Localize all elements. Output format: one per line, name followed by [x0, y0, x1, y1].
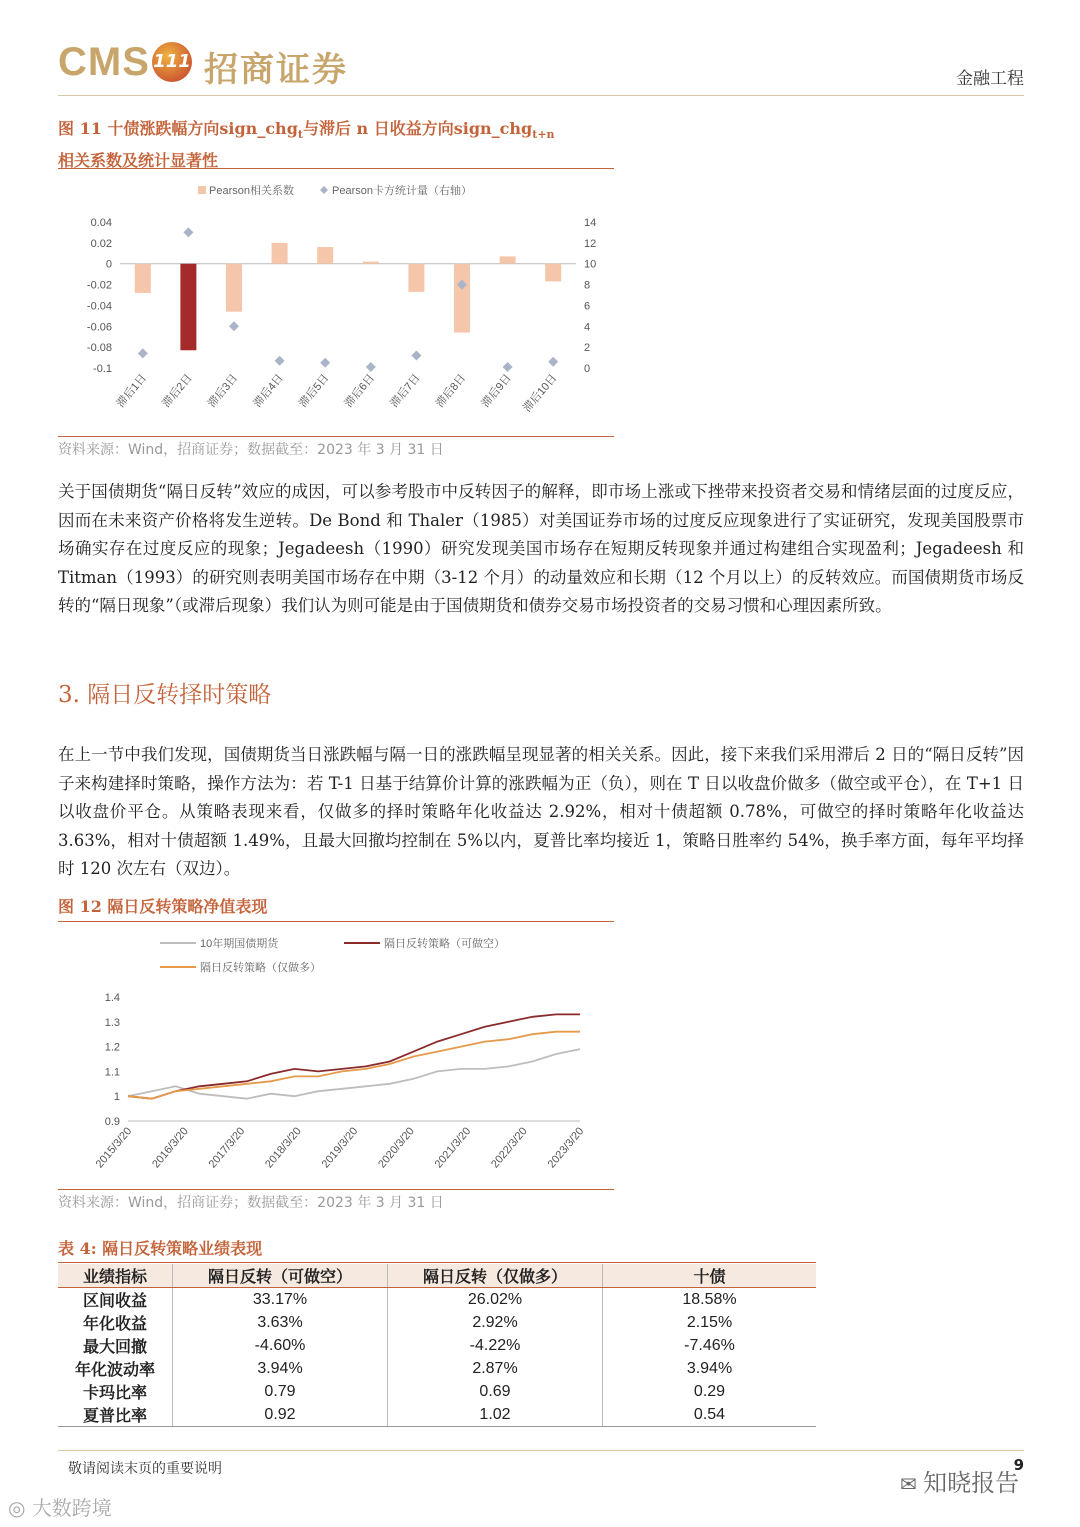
legend-diamond-swatch [320, 186, 328, 194]
y-tick-label: 1.4 [104, 992, 120, 1004]
table-cell: 33.17% [173, 1288, 388, 1312]
scatter-point [229, 321, 239, 331]
x-tick-label: 滞后4日 [251, 372, 286, 410]
y-tick-label: -0.04 [86, 300, 112, 313]
body-paragraph-1: 关于国债期货“隔日反转”效应的成因，可以参考股市中反转因子的解释，即市场上涨或下挫带来投资者交易和情绪层面的过度反应，因而在未来资产价格将发生逆转。De Bond 和 Thaler（1985）对美国证券市场的过度反应现象进行了实证研究，发现美国股票市场确实存在过度反应的现象；Jegadeesh（1990）研究发现美国市场存在短期反转现象并通过构建组合实现盈利；Jegadeesh 和 Titman（1993）的研究则表明美国市场存在中期（3-12 个月）的动量效应和长期（12 个月以上）的反转效应。而国债期货市场反转的“隔日现象”（或滞后现象）我们认为则可能是由于国债期货和债券交易市场投资者的交易习惯和心理因素所致。 [58, 482, 1024, 615]
table-row [58, 1334, 816, 1357]
page-number: 9 [1013, 1456, 1024, 1474]
table-cell: 3.94% [173, 1357, 388, 1380]
legend-label: 隔日反转策略（可做空） [384, 938, 505, 950]
series-line [128, 1014, 580, 1098]
table4-title: 表 4: 隔日反转策略业绩表现 [58, 1239, 263, 1258]
scatter-point [320, 358, 330, 368]
legend-label: 10年期国债期货 [200, 938, 279, 950]
wechat-icon: ✉ [900, 1472, 924, 1496]
y-tick-label: 1.2 [104, 1041, 120, 1054]
table-cell: 3.94% [603, 1357, 817, 1380]
scatter-point [275, 356, 285, 366]
x-tick-label: 滞后6日 [342, 372, 378, 410]
figure11-rule [58, 168, 614, 169]
y2-tick-label: 2 [584, 342, 591, 355]
y2-tick-label: 12 [584, 237, 597, 250]
bar [454, 264, 470, 333]
figure12-chart [58, 925, 614, 1187]
footer-note: 敬请阅读末页的重要说明 [68, 1461, 222, 1477]
y2-tick-label: 0 [584, 363, 591, 375]
table-row [58, 1403, 816, 1427]
performance-table [58, 1264, 816, 1427]
footer-divider [58, 1450, 1024, 1451]
y-tick-label: 0.02 [90, 237, 112, 250]
legend-label: 隔日反转策略（仅做多） [200, 962, 321, 974]
x-tick-label: 2023/3/20 [545, 1125, 587, 1171]
x-tick-label: 滞后3日 [205, 372, 241, 410]
legend-bar-swatch [198, 186, 206, 194]
table-cell: 0.54 [603, 1403, 817, 1427]
table-cell: 2.15% [603, 1311, 817, 1334]
figure12-rule [58, 921, 614, 922]
section-label: 金融工程 [956, 69, 1024, 89]
table-cell: 0.29 [603, 1380, 817, 1403]
figure12-title: 图 12 隔日反转策略净值表现 [58, 897, 268, 916]
table-row [58, 1311, 816, 1334]
table-cell: 夏普比率 [58, 1403, 173, 1427]
x-tick-label: 2018/3/20 [263, 1125, 304, 1171]
scatter-point [183, 227, 193, 237]
section-3-title: 3. 隔日反转择时策略 [58, 682, 272, 708]
y2-tick-label: 4 [584, 321, 591, 334]
scatter-point [548, 357, 558, 367]
header-divider [58, 95, 1024, 96]
table-row [58, 1288, 816, 1312]
y-tick-label: 1 [113, 1091, 120, 1104]
table-cell: 18.58% [603, 1288, 817, 1312]
bar [317, 247, 333, 264]
x-tick-label: 2020/3/20 [376, 1125, 417, 1171]
table-cell: 卡玛比率 [82, 1383, 147, 1402]
y-tick-label: 0 [105, 258, 112, 271]
watermark-right [900, 1463, 1019, 1498]
y2-tick-label: 10 [584, 258, 597, 271]
table-cell: 2.92% [388, 1311, 603, 1334]
x-tick-label: 2021/3/20 [432, 1125, 474, 1171]
watermark-left [8, 1492, 112, 1521]
watermark-right-text: 知晓报告 [923, 1469, 1020, 1497]
table-cell: 1.02 [388, 1403, 603, 1427]
table4-rule [58, 1262, 816, 1263]
table-header-cell: 隔日反转（仅做多） [388, 1264, 603, 1288]
table-cell: 0.92 [173, 1403, 388, 1427]
x-tick-label: 滞后8日 [433, 372, 469, 410]
bar [272, 243, 288, 264]
table-header-cell: 十债 [603, 1264, 817, 1288]
figure11-bottom-rule [58, 436, 614, 437]
figure12-bottom-rule [58, 1189, 614, 1190]
x-tick-label: 2015/3/20 [93, 1125, 135, 1171]
x-tick-label: 滞后10日 [521, 372, 560, 415]
x-tick-label: 2022/3/20 [489, 1125, 530, 1171]
table-cell: 0.79 [173, 1380, 388, 1403]
table-cell: 年化波动率 [74, 1360, 155, 1379]
x-tick-label: 2017/3/20 [206, 1125, 248, 1171]
bar [363, 262, 379, 264]
bar [226, 264, 242, 312]
scatter-point [366, 362, 376, 372]
table-header-cell: 业绩指标 [58, 1264, 173, 1288]
table-header-row [58, 1264, 816, 1288]
watermark-left-text: 大数跨境 [31, 1496, 112, 1520]
logo-cms: CMS [58, 40, 150, 84]
bar [408, 264, 424, 292]
body-paragraph-2: 在上一节中我们发现，国债期货当日涨跌幅与隔一日的涨跌幅呈现显著的相关关系。因此，接下来我们采用滞后 2 日的“隔日反转”因子来构建择时策略，操作方法为：若 T-1 日基于结算价计算的涨跌幅为正（负），则在 T 日以收盘价做多（做空或平仓），在 T+1 日以收盘价平仓。从策略表现来看，仅做多的择时策略年化收益达 2.92%，相对十债超额 0.78%，可做空的择时策略年化收益达 3.63%，相对十债超额 1.49%，且最大回撤均控制在 5%以内，夏普比率均接近 1，策略日胜率约 54%，换手率方面，每年平均择时 120 次左右（双边）。 [58, 745, 1024, 878]
x-tick-label: 2019/3/20 [319, 1125, 361, 1171]
y-tick-label: -0.1 [93, 363, 112, 375]
y-tick-label: 1.1 [104, 1066, 120, 1079]
x-tick-label: 滞后2日 [160, 372, 195, 410]
x-tick-label: 滞后5日 [297, 372, 332, 410]
table-row [58, 1357, 816, 1380]
figure11-title: 图 11 十债涨跌幅方向sign_chg$_t$与滞后 n 日收益方向sign_chg$_{t+n}$ 相关系数及统计显著性 [58, 119, 555, 171]
scatter-point [138, 348, 148, 358]
table-cell: 区间收益 [82, 1291, 147, 1310]
figure12-source: 资料来源：Wind，招商证券；数据截至：2023 年 3 月 31 日 [58, 1195, 444, 1211]
y-tick-label: 0.9 [104, 1116, 120, 1128]
y-tick-label: -0.06 [86, 321, 112, 334]
table-cell: 3.63% [173, 1311, 388, 1334]
legend-label: Pearson卡方统计量（右轴） [332, 185, 472, 197]
table-cell: 26.02% [388, 1288, 603, 1312]
weibo-icon: ◎ [8, 1496, 32, 1520]
bar [135, 264, 151, 293]
table-cell: -7.46% [603, 1334, 817, 1357]
table-cell: -4.60% [173, 1334, 388, 1357]
y-tick-label: -0.08 [86, 342, 112, 355]
table-cell: 最大回撤 [82, 1337, 147, 1356]
bar [500, 256, 516, 263]
scatter-point [411, 350, 421, 360]
table-header-cell: 隔日反转（可做空） [173, 1264, 388, 1288]
figure11-chart [58, 172, 614, 434]
x-tick-label: 滞后7日 [388, 372, 423, 410]
table-row [58, 1380, 816, 1403]
y2-tick-label: 14 [584, 217, 597, 229]
y2-tick-label: 6 [584, 300, 591, 313]
series-line [128, 1049, 580, 1099]
y-tick-label: 0.04 [90, 217, 112, 229]
table-cell: -4.22% [388, 1334, 603, 1357]
x-tick-label: 滞后9日 [479, 372, 514, 410]
logo-company-name: 招商证券 [204, 50, 348, 90]
logo-badge-icon: 111 [152, 42, 192, 82]
table-cell: 0.69 [388, 1380, 603, 1403]
table-cell: 年化收益 [82, 1314, 147, 1333]
table-cell: 2.87% [388, 1357, 603, 1380]
y-tick-label: 1.3 [104, 1016, 120, 1029]
x-tick-label: 滞后1日 [114, 372, 150, 410]
y2-tick-label: 8 [584, 279, 591, 292]
legend-label: Pearson相关系数 [209, 185, 294, 197]
bar [545, 264, 561, 282]
y-tick-label: -0.02 [86, 279, 112, 292]
scatter-point [503, 362, 513, 372]
figure11-source: 资料来源：Wind，招商证券；数据截至：2023 年 3 月 31 日 [58, 442, 444, 458]
x-tick-label: 2016/3/20 [150, 1125, 191, 1171]
bar [180, 264, 196, 351]
